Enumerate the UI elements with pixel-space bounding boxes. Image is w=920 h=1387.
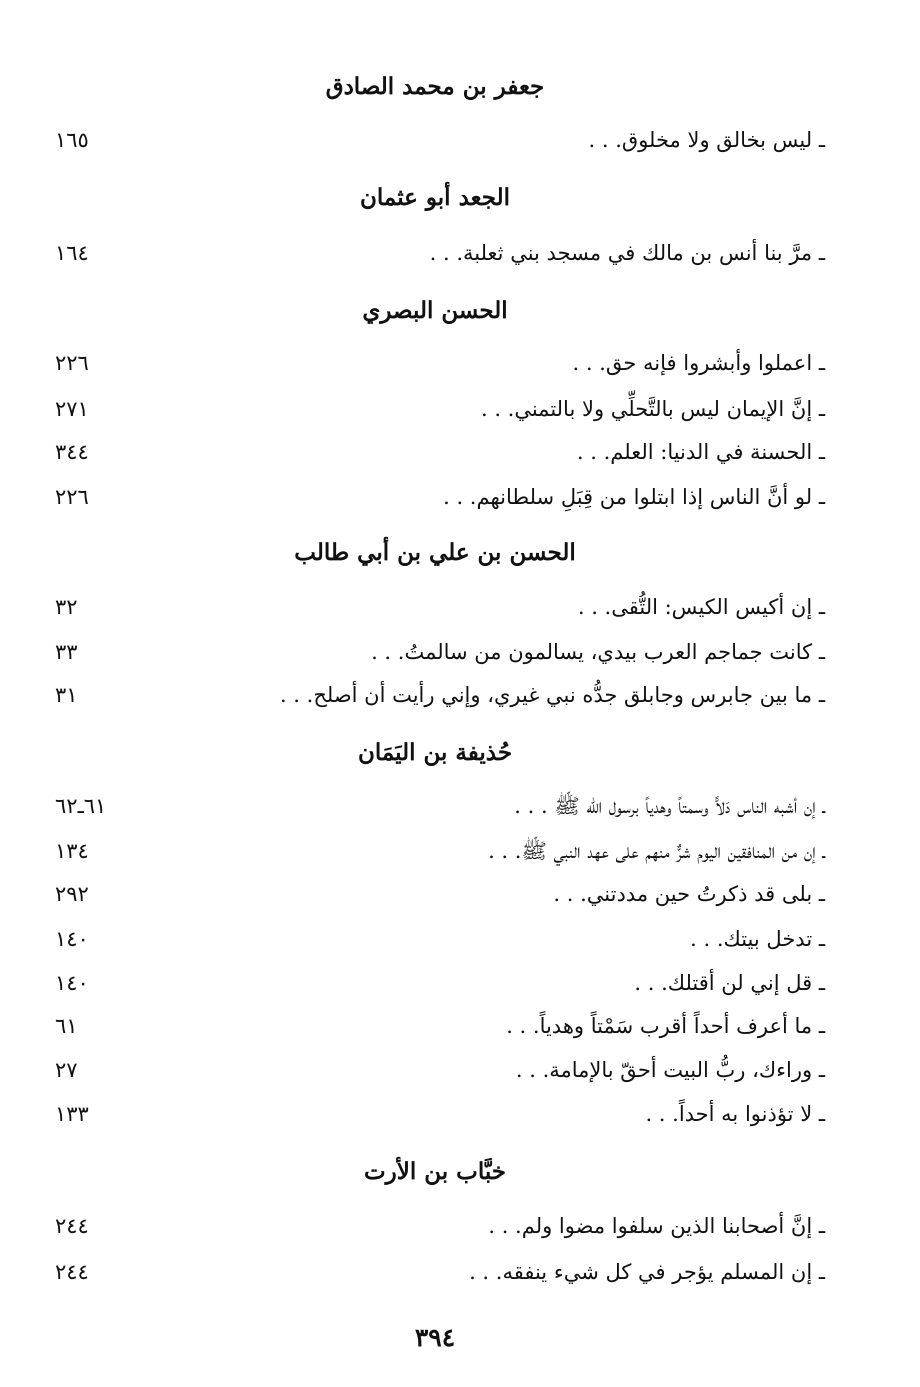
entry-page-number: ٣٢ [55,595,78,619]
index-entry [55,1011,825,1041]
index-entry [55,482,825,512]
entry-text: ـ ليس بخالق ولا مخلوق. . . [588,128,825,152]
index-entry [55,968,825,998]
index-entry [55,637,825,667]
entry-page-number: ٢٤٤ [55,1260,89,1284]
index-entry [55,1055,825,1085]
entry-text: ـ مرَّ بنا أنس بن مالك في مسجد بني ثعلبة. . . [429,241,825,265]
entry-text: ـ إن أشبه الناس دَلاًّ وسمتاً وهدياً برسول الله ﷺ . . . [514,794,825,818]
entry-text: ـ إن المسلم يؤجر في كل شيء ينفقه. . . [469,1260,825,1284]
section-heading: خبَّاب بن الأرت [363,1158,506,1185]
entry-text: ـ لا تؤذنوا به أحداً. . . [645,1102,825,1126]
entry-page-number: ٢٧١ [55,397,89,421]
page-number: ٣٩٤ [414,1323,456,1352]
index-entry [55,680,825,710]
section-heading: الحسن بن علي بن أبي طالب [294,539,576,566]
entry-page-number: ١٣٤ [55,839,89,863]
entry-text: ـ لو أنَّ الناس إذا ابتلوا من قِبَلِ سلطانهم. . . [443,485,825,509]
entry-text: ـ بلى قد ذكرتُ حين مددتني. . . [553,882,825,906]
index-entry [55,924,825,954]
index-entry [55,238,825,268]
index-entry [55,437,825,467]
entry-text: ـ اعملوا وأبشروا فإنه حق. . . [572,351,825,375]
index-entry [55,1257,825,1287]
index-entry [55,394,825,424]
entry-text: ـ كانت جماجم العرب بيدي، يسالمون من سالمتُ. . . [371,640,825,664]
entry-page-number: ٣٣ [55,640,78,664]
entry-page-number: ٢٢٦ [55,485,89,509]
entry-text: ـ قل إني لن أقتلك. . . [634,971,825,995]
entry-text: ـ إن أكيس الكيس: التُّقى. . . [577,595,825,619]
entry-page-number: ١٣٣ [55,1102,89,1126]
entry-page-number: ٢٢٦ [55,351,89,375]
index-entry [55,836,825,866]
entry-text: ـ ما بين جابرس وجابلق جدُّه نبي غيري، وإني رأيت أن أصلح. . . [279,683,825,707]
entry-page-number: ٣٤٤ [55,440,89,464]
entry-text: ـ وراءك، ربُّ البيت أحقّ بالإمامة. . . [515,1058,825,1082]
entry-page-number: ٦١ـ٦٢ [55,794,107,818]
section-heading: جعفر بن محمد الصادق [325,73,545,100]
index-entry [55,348,825,378]
entry-page-number: ٦١ [55,1014,78,1038]
index-entry [55,1099,825,1129]
index-entry [55,879,825,909]
index-entry [55,791,825,821]
entry-page-number: ٢٩٢ [55,882,89,906]
entry-text: ـ الحسنة في الدنيا: العلم. . . [576,440,825,464]
entry-page-number: ١٤٠ [55,971,89,995]
entry-page-number: ٣١ [55,683,78,707]
entry-text: ـ إنَّ أصحابنا الذين سلفوا مضوا ولم. . . [488,1214,825,1238]
entry-page-number: ١٤٠ [55,927,89,951]
entry-text: ـ تدخل بيتك. . . [690,927,825,951]
entry-page-number: ١٦٥ [55,128,89,152]
entry-page-number: ٢٧ [55,1058,78,1082]
entry-text: ـ ما أعرف أحداً أقرب سَمْتاً وهدياً. . . [506,1014,825,1038]
section-heading: الحسن البصري [362,297,508,324]
entry-page-number: ١٦٤ [55,241,89,265]
index-entry [55,125,825,155]
section-heading: الجعد أبو عثمان [360,184,510,211]
index-entry [55,592,825,622]
entry-page-number: ٢٤٤ [55,1214,89,1238]
entry-text: ـ إنَّ الإيمان ليس بالتَّحلِّي ولا بالتمني. . . [480,397,825,421]
section-heading: حُذيفة بن اليَمَان [357,739,513,766]
entry-text: ـ إن من المنافقين اليوم شرٌّ منهم على عهد النبي ﷺ. . . [488,839,825,863]
index-entry [55,1211,825,1241]
